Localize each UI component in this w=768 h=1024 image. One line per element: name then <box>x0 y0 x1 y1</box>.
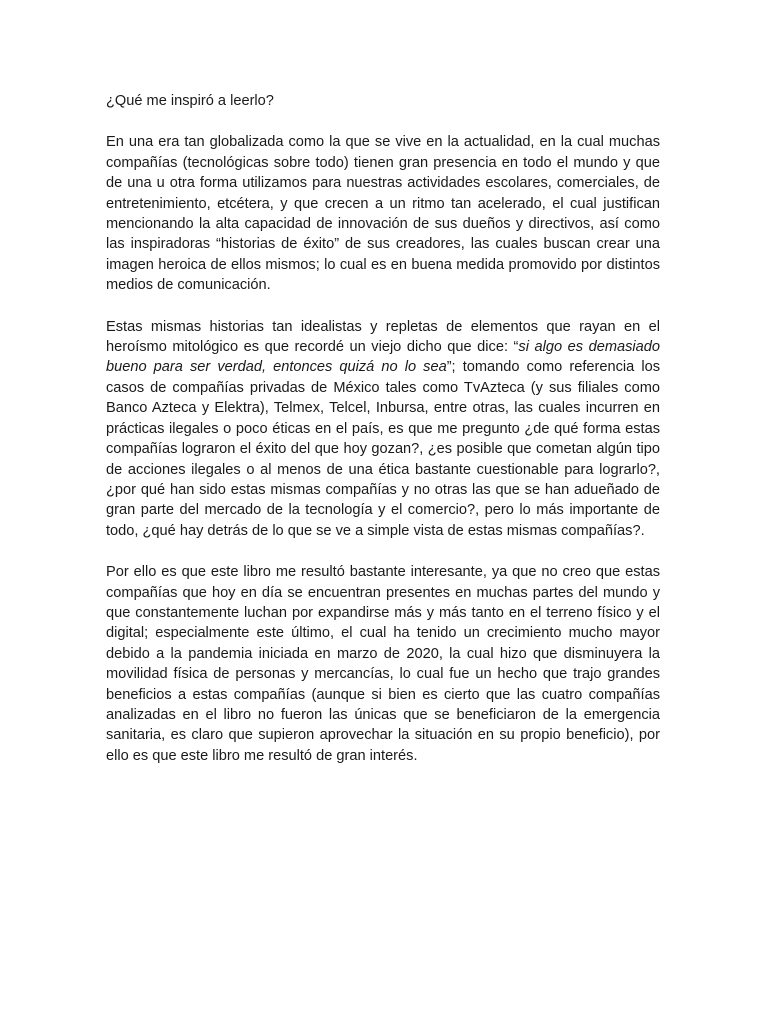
document-page <box>106 91 660 787</box>
paragraph-2-end: ”; tomando como referencia los casos de compañías privadas de México tales como TvAzteca (y sus filiales como Banco Azteca y Elektra), Telmex, Telcel, Inbursa, entre otras, las cuales incurren en prácticas ilegales o poco éticas en el país, es que me pregunto ¿de qué forma estas compañías lograron el éxito del que hoy gozan?, ¿es posible que cometan algún tipo de acciones ilegales o al menos de una ética bastante cuestionable para lograrlo?, ¿por qué han sido estas mismas compañías y no otras las que se han adueñado de gran parte del mercado de la tecnología y el comercio?, pero lo más importante de todo, ¿qué hay detrás de lo que se ve a simple vista de estas mismas compañías?. <box>106 359 660 539</box>
paragraph-2-start: Estas mismas historias tan idealistas y repletas de elementos que rayan en el heroísmo mitológico es que recordé un viejo dicho que dice: “ <box>106 318 660 356</box>
document-heading: ¿Qué me inspiró a leerlo? <box>106 93 274 109</box>
paragraph-3: Por ello es que este libro me resultó bastante interesante, ya que no creo que estas compañías que hoy en día se encuentran presentes en muchas partes del mundo y que constantemente luchan por expandirse más y más tanto en el terreno físico y el digital; especialmente este último, el cual ha tenido un crecimiento mucho mayor debido a la pandemia iniciada en marzo de 2020, la cual hizo que disminuyera la movilidad física de personas y mercancías, lo cual fue un hecho que trajo grandes beneficios a estas compañías (aunque si bien es cierto que las cuatro compañías analizadas en el libro no fueron las únicas que se beneficiaron de la emergencia sanitaria, es claro que supieron aprovechar la situación en su propio beneficio), por ello es que este libro me resultó de gran interés. <box>106 564 660 764</box>
paragraph-2 <box>106 317 660 541</box>
paragraph-2-quote: si algo es demasiado bueno para ser verdad, entonces quizá no lo sea <box>106 339 660 376</box>
paragraph-1: En una era tan globalizada como la que se vive en la actualidad, en la cual muchas compañías (tecnológicas sobre todo) tienen gran presencia en todo el mundo y que de una u otra forma utilizamos para nuestras actividades escolares, comerciales, de entretenimiento, etcétera, y que crecen a un ritmo tan acelerado, el cual justifican mencionando la alta capacidad de innovación de sus dueños y directivos, así como las inspiradoras “historias de éxito” de sus creadores, las cuales buscan crear una imagen heroica de ellos mismos; lo cual es en buena medida promovido por distintos medios de comunicación. <box>106 134 660 294</box>
